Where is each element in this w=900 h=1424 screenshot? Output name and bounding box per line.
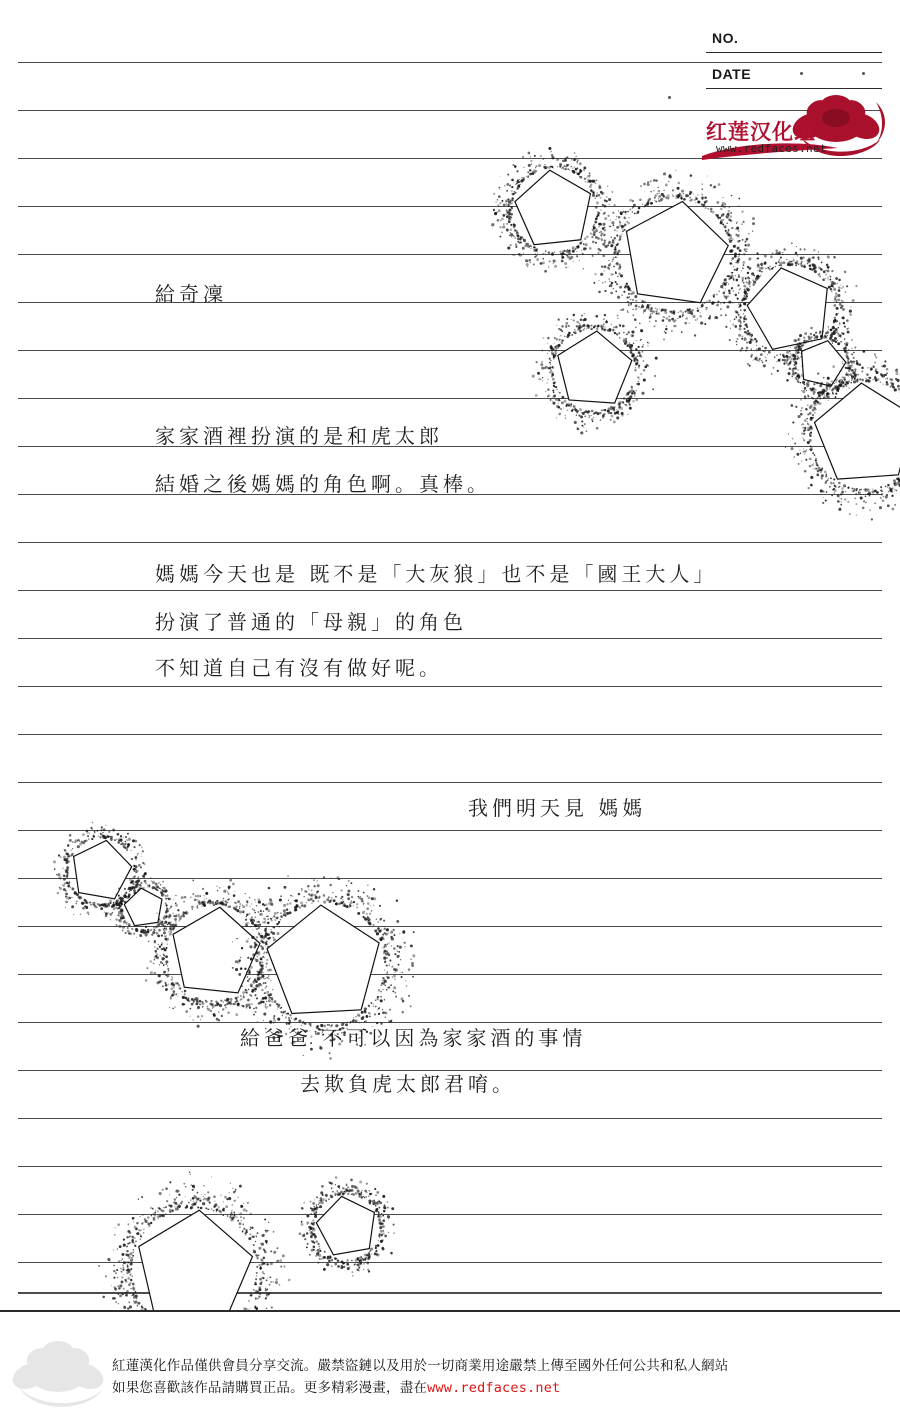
footer-line-1: 紅蓮漢化作品僅供會員分享交流。嚴禁盜鏈以及用於一切商業用途嚴禁上傳至國外任何公共和私人網站 — [112, 1358, 729, 1374]
letter-line-l4: 媽媽今天也是 既不是「大灰狼」也不是「國王大人」 — [155, 562, 718, 586]
logo-name: 红莲汉化组 — [706, 120, 816, 144]
rule-line — [18, 1118, 882, 1119]
pentagon-scribble — [279, 1159, 416, 1296]
letter-line-l8: 給爸爸 不可以因為家家酒的事情 — [240, 1026, 587, 1050]
date-dot-3 — [668, 96, 671, 99]
lotus-flower-watermark-icon — [10, 1326, 106, 1416]
date-dot-1 — [800, 72, 803, 75]
letter-line-l5: 扮演了普通的「母親」的角色 — [155, 610, 467, 634]
letter-line-l6: 不知道自己有沒有做好呢。 — [155, 656, 443, 680]
footer-line-2 — [112, 1376, 560, 1396]
date-dot-2 — [862, 72, 865, 75]
no-rule-line — [706, 52, 882, 53]
pentagon-scribble — [759, 329, 900, 540]
rule-line — [18, 590, 882, 591]
rule-line — [18, 782, 882, 783]
no-label: NO. — [712, 30, 739, 46]
letter-line-l3: 結婚之後媽媽的角色啊。真棒。 — [155, 472, 491, 496]
logo-url: www.redfaces.net — [716, 142, 827, 155]
footer-url[interactable]: www.redfaces.net — [427, 1380, 561, 1396]
rule-line — [18, 542, 882, 543]
rule-line — [18, 734, 882, 735]
date-label: DATE — [712, 66, 752, 82]
letter-line-l9: 去欺負虎太郎君唷。 — [300, 1072, 516, 1096]
rule-line — [18, 686, 882, 687]
footer-banner — [0, 1310, 900, 1424]
letter-line-l7: 我們明天見 媽媽 — [468, 796, 647, 820]
letter-line-l2: 家家酒裡扮演的是和虎太郎 — [155, 424, 443, 448]
rule-line — [18, 638, 882, 639]
rule-line — [18, 62, 882, 63]
date-rule-line — [706, 88, 882, 89]
rule-line — [18, 446, 882, 447]
pentagon-scribble — [515, 291, 673, 449]
letter-line-l1: 給奇凜 — [155, 282, 227, 306]
footer-line-2-text: 如果您喜歡該作品請購買正品。更多精彩漫畫，盡在 — [112, 1380, 428, 1396]
